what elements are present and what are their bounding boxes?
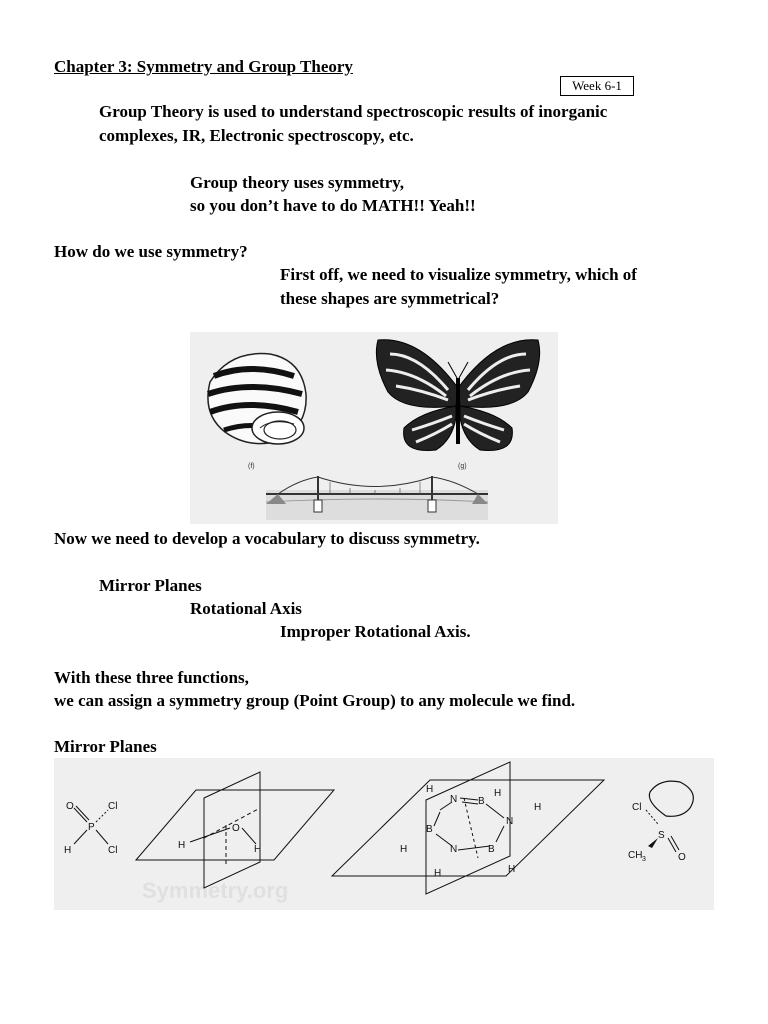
atom-b-2: B xyxy=(488,844,495,855)
borazine-mirror-planes xyxy=(332,762,604,894)
symmetry-shapes-figure xyxy=(190,332,558,524)
atom-cl: Cl xyxy=(632,802,642,813)
atom-n-3: N xyxy=(450,844,458,855)
label-f: (f) xyxy=(248,463,255,470)
atom-h-3: H xyxy=(534,802,542,813)
pocl2h-molecule xyxy=(64,801,117,856)
group-ch: CH xyxy=(628,850,643,861)
label-g: (g) xyxy=(458,463,467,470)
atom-h-1: H xyxy=(426,784,434,795)
vocab-item-rotational-axis: Rotational Axis xyxy=(190,599,302,618)
intro-line-2: complexes, IR, Electronic spectroscopy, etc. xyxy=(99,126,414,145)
atom-cl-2: Cl xyxy=(108,845,118,856)
atom-h-2: H xyxy=(254,844,262,855)
atom-h-1: H xyxy=(178,840,186,851)
functions-line-2: we can assign a symmetry group (Point Group) to any molecule we find. xyxy=(54,691,576,710)
sulfoxide-molecule xyxy=(628,781,693,863)
atom-o: O xyxy=(232,823,240,834)
atom-h-4: H xyxy=(508,864,516,875)
atom-cl-1: Cl xyxy=(108,801,118,812)
mirror-planes-figure xyxy=(54,758,714,910)
group-ch-subscript: 3 xyxy=(642,856,646,863)
mirror-planes-heading: Mirror Planes xyxy=(54,737,157,756)
water-mirror-planes xyxy=(136,772,334,888)
atom-o: O xyxy=(678,852,686,863)
atom-n-1: N xyxy=(450,794,458,805)
atom-b-1: B xyxy=(478,796,485,807)
intro-line-1: Group Theory is used to understand spectroscopic results of inorganic xyxy=(99,102,608,121)
vocabulary-intro: Now we need to develop a vocabulary to discuss symmetry. xyxy=(54,529,480,548)
note-line-2: so you don’t have to do MATH!! Yeah!! xyxy=(190,196,476,215)
atom-h-5: H xyxy=(434,868,442,879)
atom-h-6: H xyxy=(400,844,408,855)
question-line-1: First off, we need to visualize symmetry, which of xyxy=(280,265,637,284)
note-line-1: Group theory uses symmetry, xyxy=(190,173,405,192)
atom-s: S xyxy=(658,830,665,841)
atom-p: P xyxy=(88,822,95,833)
vocab-item-improper-rotational-axis: Improper Rotational Axis. xyxy=(280,622,471,641)
suspension-bridge-image xyxy=(266,476,488,520)
functions-line-1: With these three functions, xyxy=(54,668,249,687)
atom-h: H xyxy=(64,845,72,856)
vocab-item-mirror-planes: Mirror Planes xyxy=(99,576,202,595)
watermark: Symmetry.org xyxy=(142,878,289,903)
page-title: Chapter 3: Symmetry and Group Theory xyxy=(54,57,353,76)
week-badge: Week 6-1 xyxy=(560,76,634,96)
atom-n-2: N xyxy=(506,816,514,827)
snail-shell-image xyxy=(208,354,306,444)
atom-b-3: B xyxy=(426,824,433,835)
butterfly-image xyxy=(376,340,539,451)
atom-h-2: H xyxy=(494,788,502,799)
question-line-2: these shapes are symmetrical? xyxy=(280,289,500,308)
atom-o: O xyxy=(66,801,74,812)
question-heading: How do we use symmetry? xyxy=(54,242,248,261)
